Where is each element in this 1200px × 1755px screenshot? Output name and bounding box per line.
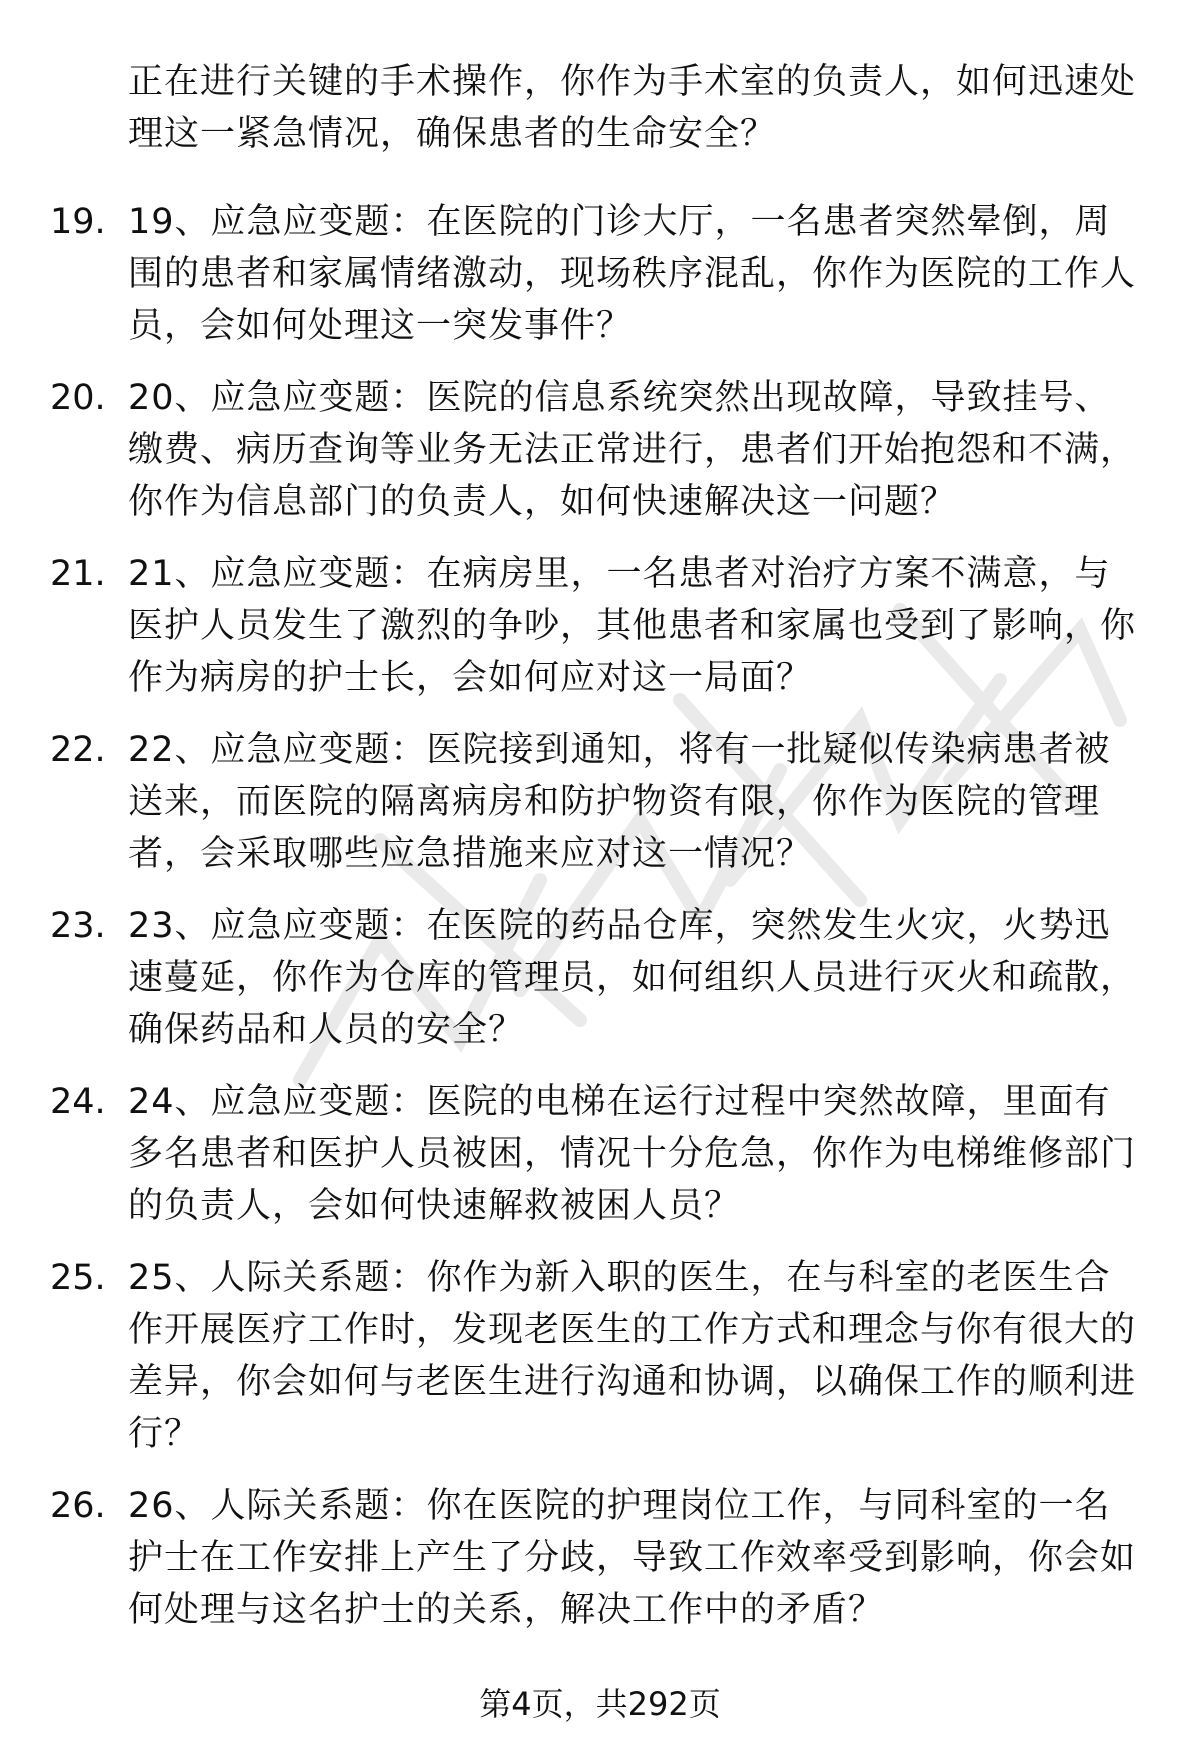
item-text: 26、人际关系题：你在医院的护理岗位工作，与同科室的一名护士在工作安排上产生了分歧，导致工作效率受到影响，你会如何处理与这名护士的关系，解决工作中的矛盾？ <box>128 1486 1137 1630</box>
list-item <box>0 372 1200 548</box>
page-footer: 第4页，共292页 <box>479 1685 721 1723</box>
list-item <box>0 1252 1200 1480</box>
item-text: 21、应急应变题：在病房里，一名患者对治疗方案不满意，与医护人员发生了激烈的争吵，其他患者和家属也受到了影响，你作为病房的护士长，会如何应对这一局面？ <box>128 554 1137 698</box>
item-number: 24. <box>50 1082 106 1122</box>
list-item <box>0 724 1200 900</box>
item-text: 22、应急应变题：医院接到通知，将有一批疑似传染病患者被送来，而医院的隔离病房和防护物资有限，你作为医院的管理者，会采取哪些应急措施来应对这一情况？ <box>128 730 1111 874</box>
list-item <box>0 196 1200 372</box>
item-text: 20、应急应变题：医院的信息系统突然出现故障，导致挂号、缴费、病历查询等业务无法正常进行，患者们开始抱怨和不满，你作为信息部门的负责人，如何快速解决这一问题？ <box>128 378 1137 522</box>
list-item <box>0 1076 1200 1252</box>
item-number: 19. <box>50 202 106 242</box>
item-number: 23. <box>50 906 106 946</box>
list-item <box>0 1480 1200 1656</box>
item-number: 26. <box>50 1486 106 1526</box>
question-list <box>0 196 1200 1656</box>
continuation-text: 正在进行关键的手术操作，你作为手术室的负责人，如何迅速处理这一紧急情况，确保患者的生命安全？ <box>128 62 1137 154</box>
item-number: 20. <box>50 378 106 418</box>
item-text: 24、应急应变题：医院的电梯在运行过程中突然故障，里面有多名患者和医护人员被困，情况十分危急，你作为电梯维修部门的负责人，会如何快速解救被困人员？ <box>128 1082 1137 1226</box>
item-text: 23、应急应变题：在医院的药品仓库，突然发生火灾，火势迅速蔓延，你作为仓库的管理员，如何组织人员进行灭火和疏散，确保药品和人员的安全？ <box>128 906 1137 1050</box>
list-item <box>0 900 1200 1076</box>
item-text: 19、应急应变题：在医院的门诊大厅，一名患者突然晕倒，周围的患者和家属情绪激动，现场秩序混乱，你作为医院的工作人员，会如何处理这一突发事件？ <box>128 202 1137 346</box>
item-number: 21. <box>50 554 106 594</box>
item-number: 25. <box>50 1258 106 1298</box>
list-item <box>0 548 1200 724</box>
item-number: 22. <box>50 730 106 770</box>
item-text: 25、人际关系题：你作为新入职的医生，在与科室的老医生合作开展医疗工作时，发现老医生的工作方式和理念与你有很大的差异，你会如何与老医生进行沟通和协调，以确保工作的顺利进行？ <box>128 1258 1137 1454</box>
